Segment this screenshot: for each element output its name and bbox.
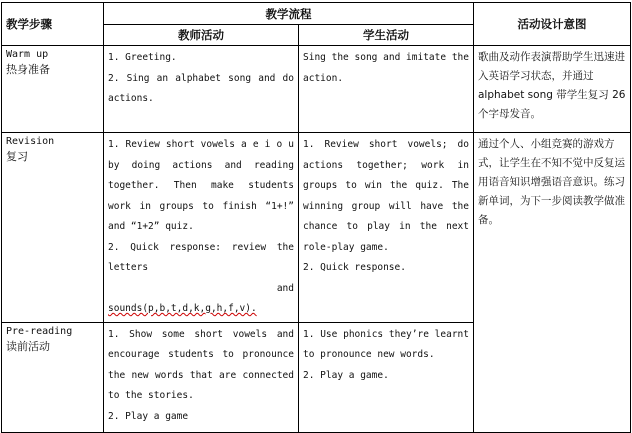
header-process: 教学流程 xyxy=(104,3,474,25)
stage-en: Warm up xyxy=(6,49,49,60)
stage-zh: 热身准备 xyxy=(6,63,50,76)
teacher-activity-item: 1. Greeting. xyxy=(108,52,177,63)
table-row-warmup xyxy=(2,46,631,133)
teacher-activity-cell xyxy=(104,322,299,432)
student-activity-cell xyxy=(299,46,474,133)
stage-cell xyxy=(2,133,104,323)
table-row-revision xyxy=(2,133,631,323)
teacher-activity-cell xyxy=(104,133,299,323)
teacher-activity-item: 2. Sing an alphabet song and do actions. xyxy=(108,72,294,104)
stage-cell xyxy=(2,322,104,432)
lesson-plan-table xyxy=(1,2,631,433)
student-activity-item: Sing the song and imitate the action. xyxy=(303,52,469,84)
student-activity-item: 1. Use phonics they’re learnt to pronounce new words. xyxy=(303,328,469,360)
teacher-activity-cell xyxy=(104,46,299,133)
teacher-activity-item: 1. Review short vowels a e i o u by doing actions and reading together. Then make students work in groups to finish “1+!” and “1+2” quiz. xyxy=(108,139,294,232)
student-activity-item: 2. Play a game. xyxy=(303,369,389,381)
student-activity-cell xyxy=(299,133,474,323)
student-activity-cell xyxy=(299,322,474,432)
stage-cell xyxy=(2,46,104,133)
intent-cell xyxy=(474,46,631,133)
header-student: 学生活动 xyxy=(299,25,474,46)
stage-zh: 复习 xyxy=(6,150,28,163)
intent-cell xyxy=(474,133,631,433)
teacher-activity-item: 1. Show some short vowels and encourage students to pronounce the new words that are connected to the stories. xyxy=(108,328,294,401)
intent-text: 歌曲及动作表演帮助学生迅速进入英语学习状态，并通过 alphabet song 带学生复习 26 个字母发音。 xyxy=(478,51,626,120)
header-teacher: 教师活动 xyxy=(104,25,299,46)
stage-en: Pre-reading xyxy=(6,325,73,337)
teacher-activity-item: and xyxy=(276,282,294,294)
header-row-1 xyxy=(2,3,631,25)
sounds-text: sounds(p,b,t,d,k,g,h,f,v). xyxy=(108,303,257,314)
teacher-activity-item: 2. Quick response: review the letters xyxy=(108,241,294,273)
teacher-activity-item xyxy=(108,299,294,320)
student-activity-item: 1. Review short vowels; do actions together; work in groups to win the quiz. The winning group will have the chance to play in the next role-play game. xyxy=(303,139,469,253)
teacher-activity-item: 2. Play a game xyxy=(108,410,189,422)
stage-en: Revision xyxy=(6,136,55,147)
intent-text: 通过个人、小组竞赛的游戏方式，让学生在不知不觉中反复运用语音知识增强语音意识。练习新单词，为下一步阅读教学做准备。 xyxy=(478,138,625,226)
header-intent: 活动设计意图 xyxy=(474,3,631,46)
student-activity-item: 2. Quick response. xyxy=(303,262,406,273)
header-stage: 教学步骤 xyxy=(2,3,104,46)
stage-zh: 读前活动 xyxy=(6,339,50,353)
